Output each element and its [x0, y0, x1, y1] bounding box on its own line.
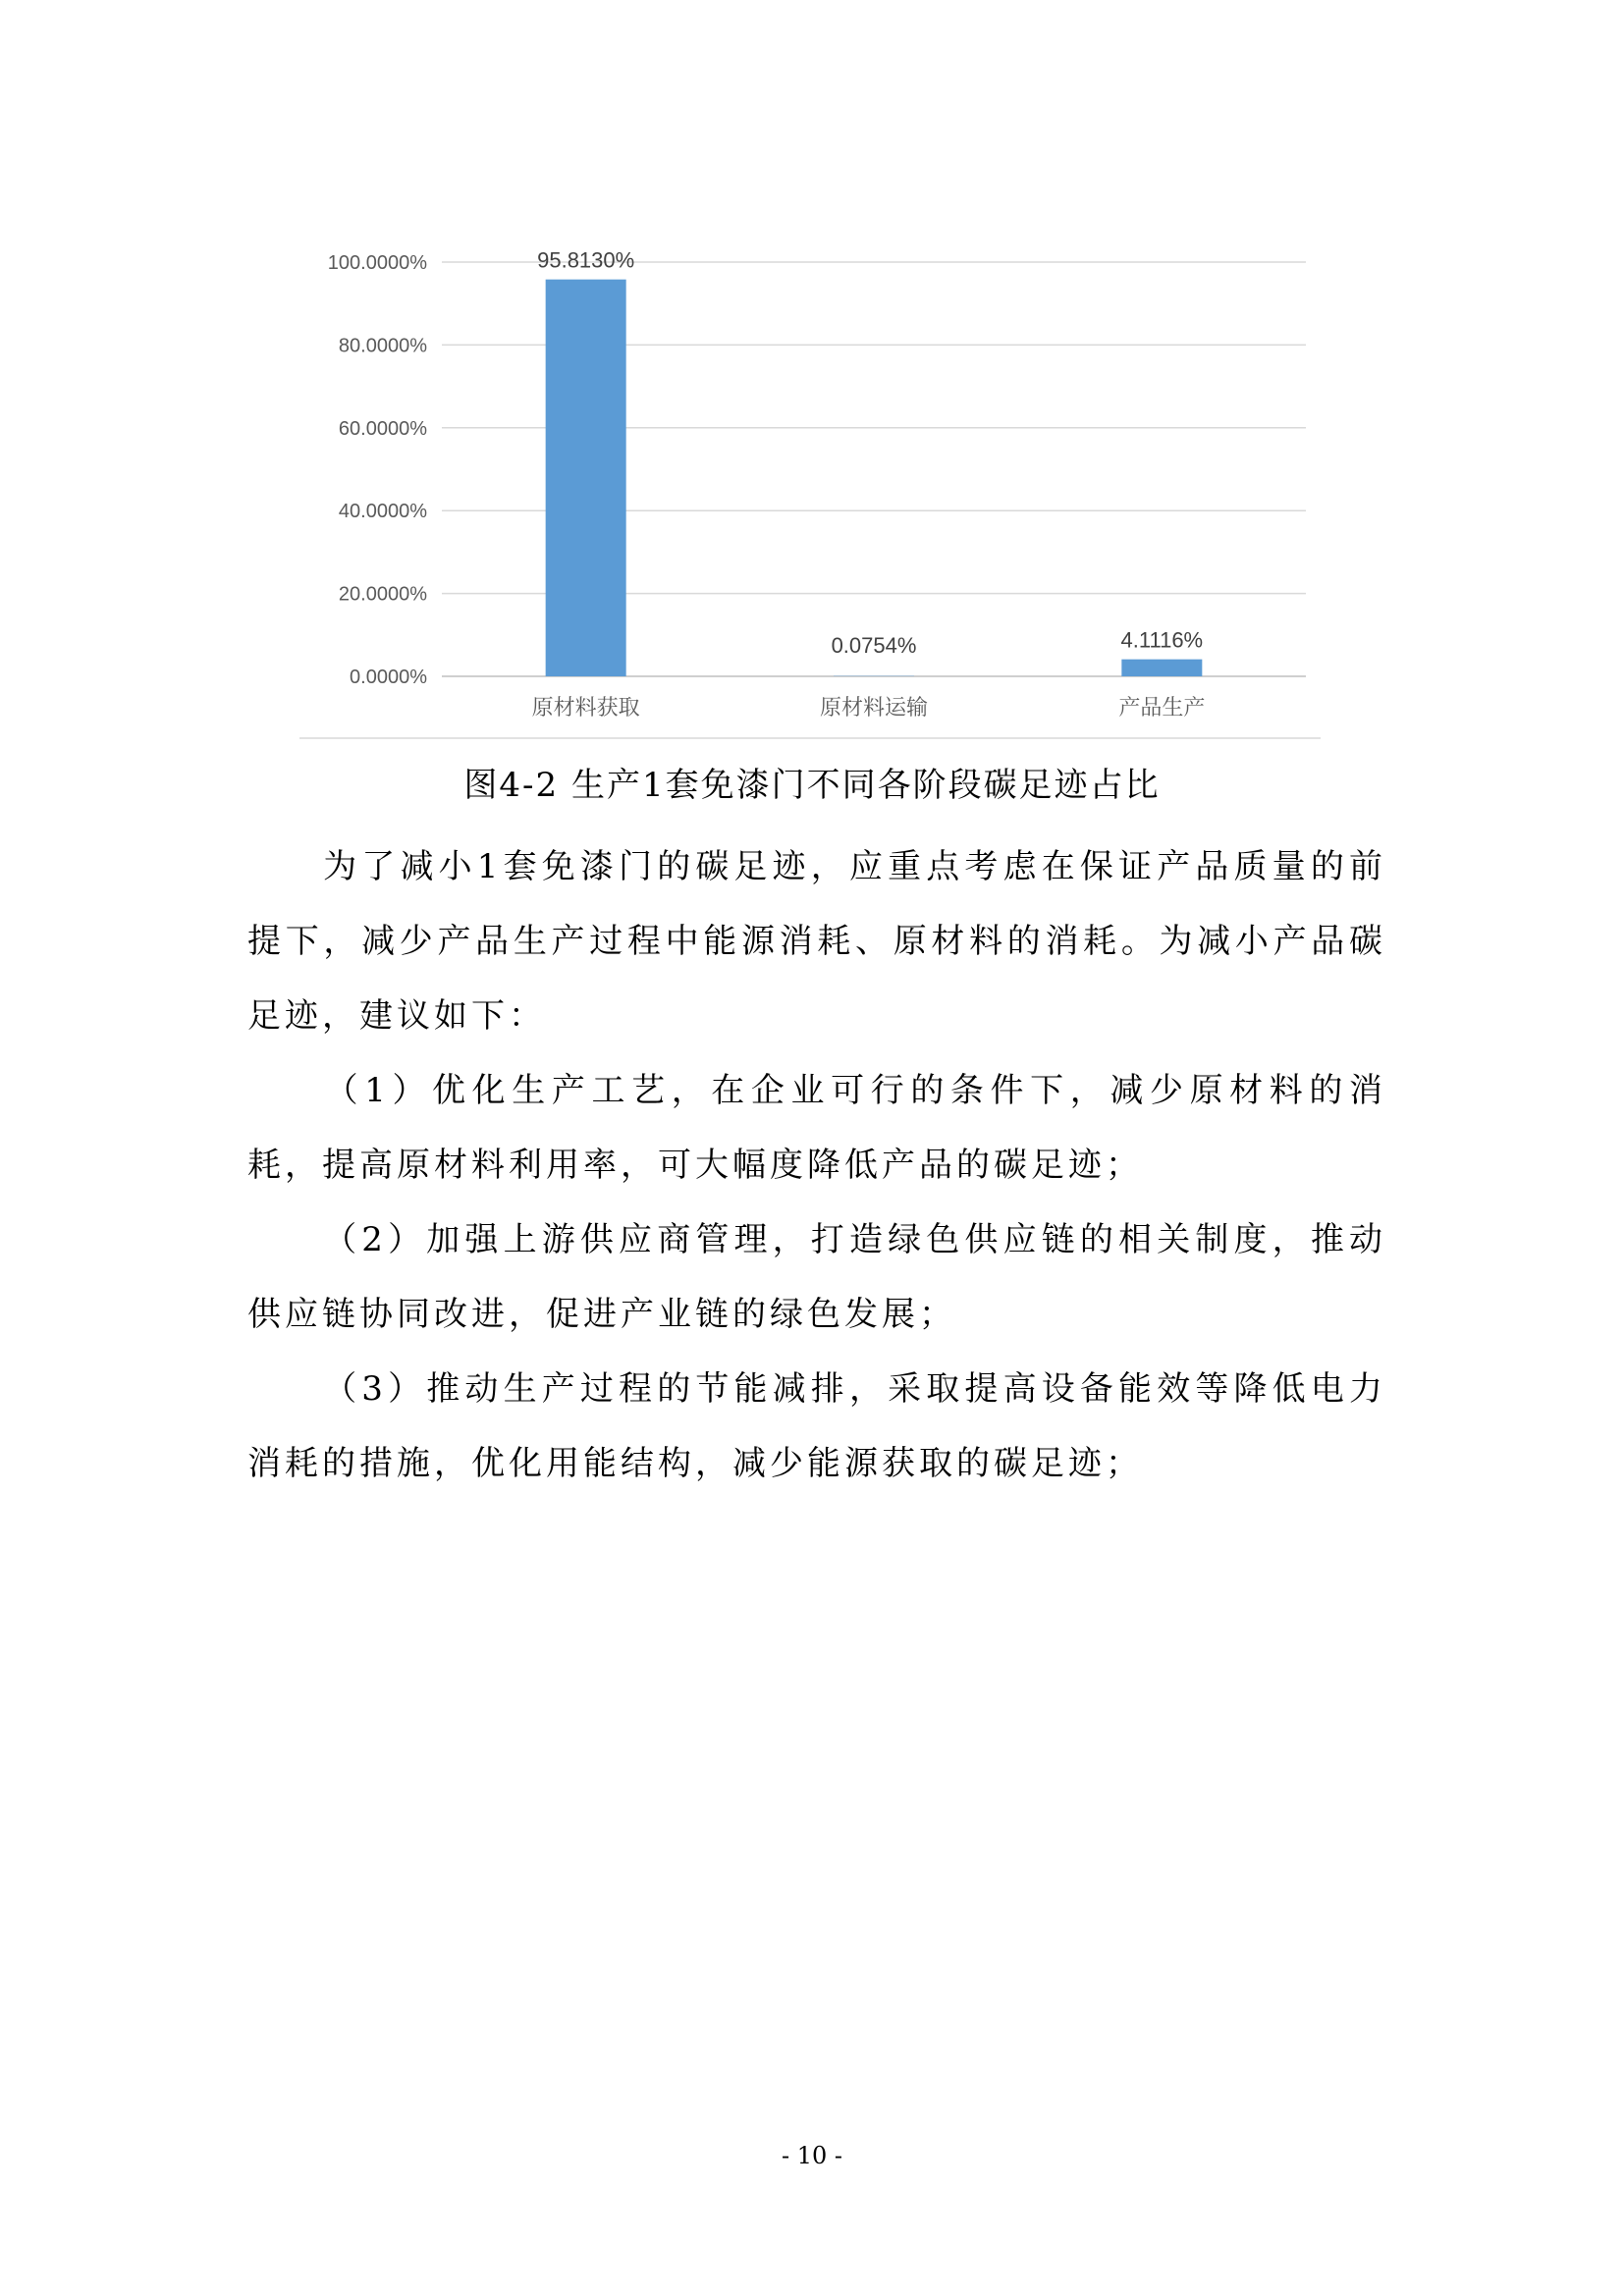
carbon-footprint-bar-chart: [295, 221, 1326, 741]
paragraph-recommendation-3: [247, 1352, 1386, 1501]
bar-value-label: 0.0754%: [831, 633, 917, 658]
y-tick-label: 20.0000%: [338, 583, 427, 606]
paragraph-text: （3）推动生产过程的节能减排，采取提高设备能效等降低电力消耗的措施，优化用能结构，减少能源获取的碳足迹；: [247, 1369, 1386, 1483]
x-category-label: 产品生产: [1118, 696, 1206, 721]
paragraph-intro: [247, 829, 1386, 1053]
y-tick-label: 60.0000%: [338, 417, 427, 440]
paragraph-text: （2）加强上游供应商管理，打造绿色供应链的相关制度，推动供应链协同改进，促进产业链的绿色发展；: [247, 1220, 1386, 1334]
paragraph-text: （1）优化生产工艺，在企业可行的条件下，减少原材料的消耗，提高原材料利用率，可大幅度降低产品的碳足迹；: [247, 1071, 1386, 1185]
x-category-label: 原材料运输: [819, 696, 929, 721]
x-category-label: 原材料获取: [531, 696, 640, 721]
paragraph-recommendation-1: [247, 1053, 1386, 1202]
bar-value-label: 4.1116%: [1120, 627, 1204, 653]
page-number: - 10 -: [781, 2142, 842, 2169]
y-tick-label: 0.0000%: [350, 667, 427, 688]
bar: [1121, 660, 1202, 676]
paragraph-text: 为了减小1套免漆门的碳足迹，应重点考虑在保证产品质量的前提下，减少产品生产过程中能源消耗、原材料的消耗。为减小产品碳足迹，建议如下：: [247, 847, 1386, 1036]
bar: [546, 280, 626, 676]
chart-canvas: [295, 221, 1326, 741]
y-tick-label: 100.0000%: [327, 252, 427, 274]
y-tick-label: 80.0000%: [338, 335, 427, 357]
paragraph-recommendation-2: [247, 1202, 1386, 1352]
bar-value-label: 95.8130%: [537, 247, 635, 273]
figure-caption: 图4-2 生产1套免漆门不同各阶段碳足迹占比: [463, 766, 1161, 805]
y-tick-label: 40.0000%: [338, 501, 427, 523]
